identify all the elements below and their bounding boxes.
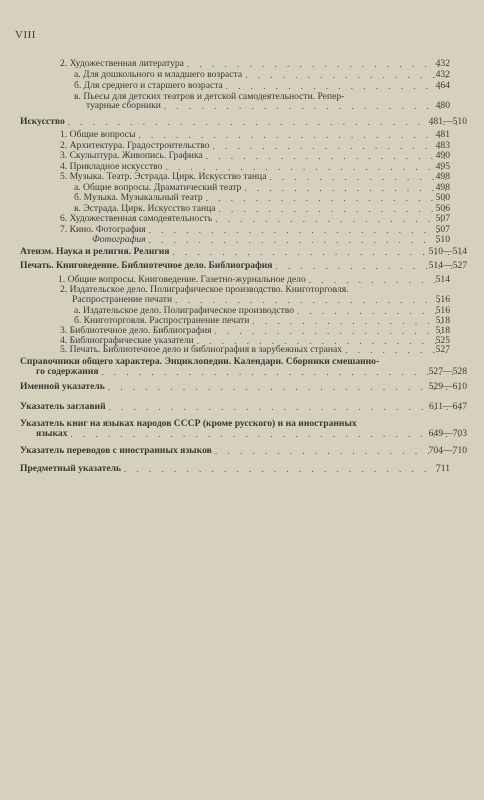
toc-entry-label: а. Для дошкольного и младшего возраста bbox=[74, 69, 243, 80]
toc-entry-label: языках bbox=[36, 428, 68, 439]
toc-section-heading bbox=[20, 382, 467, 393]
toc-entry-page: 498 bbox=[435, 182, 450, 193]
toc-section-heading bbox=[20, 446, 467, 457]
toc-entry-label: 1. Общие вопросы bbox=[60, 129, 136, 140]
toc-entry-page: 500 bbox=[435, 192, 450, 203]
toc-entry bbox=[74, 70, 450, 81]
toc-entry-page: 432 bbox=[435, 69, 450, 80]
toc-entry-label: Справочники общего характера. Энциклопедии. Календари. Сборники смешанно- bbox=[20, 356, 380, 367]
toc-section-heading bbox=[20, 464, 450, 475]
toc-entry-label: 2. Архитектура. Градостроительство bbox=[60, 140, 210, 151]
toc-section-heading bbox=[20, 419, 467, 430]
toc-entry-label: в. Пьесы для детских театров и детской самодеятельности. Репер- bbox=[74, 91, 345, 102]
toc-entry-label: Фотография bbox=[92, 234, 146, 245]
toc-entry-label: в. Эстрада. Цирк. Искусство танца bbox=[74, 203, 216, 214]
toc-entry-continuation bbox=[72, 295, 450, 306]
toc-entry-label: 7. Кино. Фотография bbox=[60, 224, 146, 235]
toc-section-heading bbox=[20, 247, 467, 258]
toc-entry bbox=[60, 59, 450, 70]
toc-entry-page: 495 bbox=[435, 161, 450, 172]
toc-entry-page: 480 bbox=[435, 100, 450, 111]
toc-entry-page: 481 bbox=[435, 129, 450, 140]
toc-entry bbox=[60, 130, 450, 141]
toc-entry-page: 490 bbox=[435, 150, 450, 161]
toc-entry bbox=[92, 235, 450, 246]
toc-entry bbox=[60, 345, 450, 356]
toc-entry-page: 518 bbox=[435, 315, 450, 326]
toc-entry-page: 711 bbox=[435, 463, 450, 474]
toc-entry bbox=[74, 81, 450, 92]
toc-entry-label: Указатель переводов с иностранных языков bbox=[20, 445, 212, 456]
toc-entry-label: Именной указатель bbox=[20, 381, 105, 392]
toc-entry-page: 432 bbox=[435, 58, 450, 69]
toc-entry-page: 506 bbox=[435, 203, 450, 214]
toc-entry-continuation bbox=[36, 367, 467, 378]
toc-entry-page: 611—647 bbox=[428, 401, 467, 412]
toc-entry-label: 1. Общие вопросы. Книговедение. Газетно-журнальное дело bbox=[58, 274, 306, 285]
toc-entry-page: 507 bbox=[435, 224, 450, 235]
toc-entry-page: 527—528 bbox=[428, 366, 467, 377]
toc-entry-label: Предметный указатель bbox=[20, 463, 122, 474]
toc-entry bbox=[74, 193, 450, 204]
toc-entry-label: Распространение печати bbox=[72, 294, 173, 305]
toc-section-heading bbox=[20, 117, 467, 128]
toc-entry bbox=[60, 151, 450, 162]
toc-entry-label: 5. Музыка. Театр. Эстрада. Цирк. Искусство танца bbox=[60, 171, 267, 182]
toc-entry-label: 3. Библиотечное дело. Библиография bbox=[60, 325, 212, 336]
toc-entry-label: 5. Печать. Библиотечное дело и библиография в зарубежных странах bbox=[60, 344, 343, 355]
toc-entry-label: Указатель книг на языках народов СССР (кроме русского) и на иностранных bbox=[20, 418, 357, 429]
toc-entry-page: 498 bbox=[435, 171, 450, 182]
toc-entry-label: туарные сборники bbox=[86, 100, 161, 111]
toc-entry-label: б. Музыка. Музыкальный театр bbox=[74, 192, 203, 203]
toc-entry-continuation bbox=[36, 429, 467, 440]
toc-entry-page: 481—510 bbox=[428, 116, 467, 127]
toc-entry-page: 507 bbox=[435, 213, 450, 224]
toc-section-heading bbox=[20, 261, 467, 272]
toc-entry-label: 4. Библиографические указатели bbox=[60, 335, 194, 346]
toc-entry-page: 514 bbox=[435, 274, 450, 285]
toc-entry-page: 527 bbox=[435, 344, 450, 355]
toc-entry-label: 2. Художественная литература bbox=[60, 58, 184, 69]
toc-entry-page: 649—703 bbox=[428, 428, 467, 439]
toc-entry-continuation bbox=[86, 101, 450, 112]
toc-entry-page: 518 bbox=[435, 325, 450, 336]
toc-entry-page: 464 bbox=[435, 80, 450, 91]
toc-entry-page: 704—710 bbox=[428, 445, 467, 456]
toc-entry-label: Искусство bbox=[20, 116, 65, 127]
toc-entry-page: 514—527 bbox=[428, 260, 467, 271]
toc-entry-label: 2. Издательское дело. Полиграфическое производство. Книготорговля. bbox=[60, 284, 349, 295]
toc-entry-label: а. Издательское дело. Полиграфическое производство bbox=[74, 305, 295, 316]
toc-entry-page: 525 bbox=[435, 335, 450, 346]
toc-entry-label: б. Для среднего и старшего возраста bbox=[74, 80, 223, 91]
toc-entry-page: 529—610 bbox=[428, 381, 467, 392]
toc-entry-label: го содержания bbox=[36, 366, 99, 377]
toc-entry-label: 6. Художественная самодеятельность bbox=[60, 213, 213, 224]
toc-entry-label: Атеизм. Наука и религия. Религия bbox=[20, 246, 170, 257]
toc-entry-page: 516 bbox=[435, 294, 450, 305]
page-number: VIII bbox=[15, 29, 36, 41]
toc-entry-page: 510—514 bbox=[428, 246, 467, 257]
toc-entry-label: а. Общие вопросы. Драматический театр bbox=[74, 182, 242, 193]
toc-entry-page: 516 bbox=[435, 305, 450, 316]
toc-entry-label: б. Книготорговля. Распространение печати bbox=[74, 315, 250, 326]
toc-entry-label: Печать. Книговедение. Библиотечное дело. Библиография bbox=[20, 260, 273, 271]
toc-entry-label: 4. Прикладное искусство bbox=[60, 161, 163, 172]
toc-entry-label: 3. Скульптура. Живопись. Графика bbox=[60, 150, 203, 161]
toc-entry bbox=[60, 214, 450, 225]
toc-section-heading bbox=[20, 402, 467, 413]
toc-entry-label: Указатель заглавий bbox=[20, 401, 106, 412]
toc-entry bbox=[60, 172, 450, 183]
toc-entry-page: 510 bbox=[435, 234, 450, 245]
toc-entry-page: 483 bbox=[435, 140, 450, 151]
